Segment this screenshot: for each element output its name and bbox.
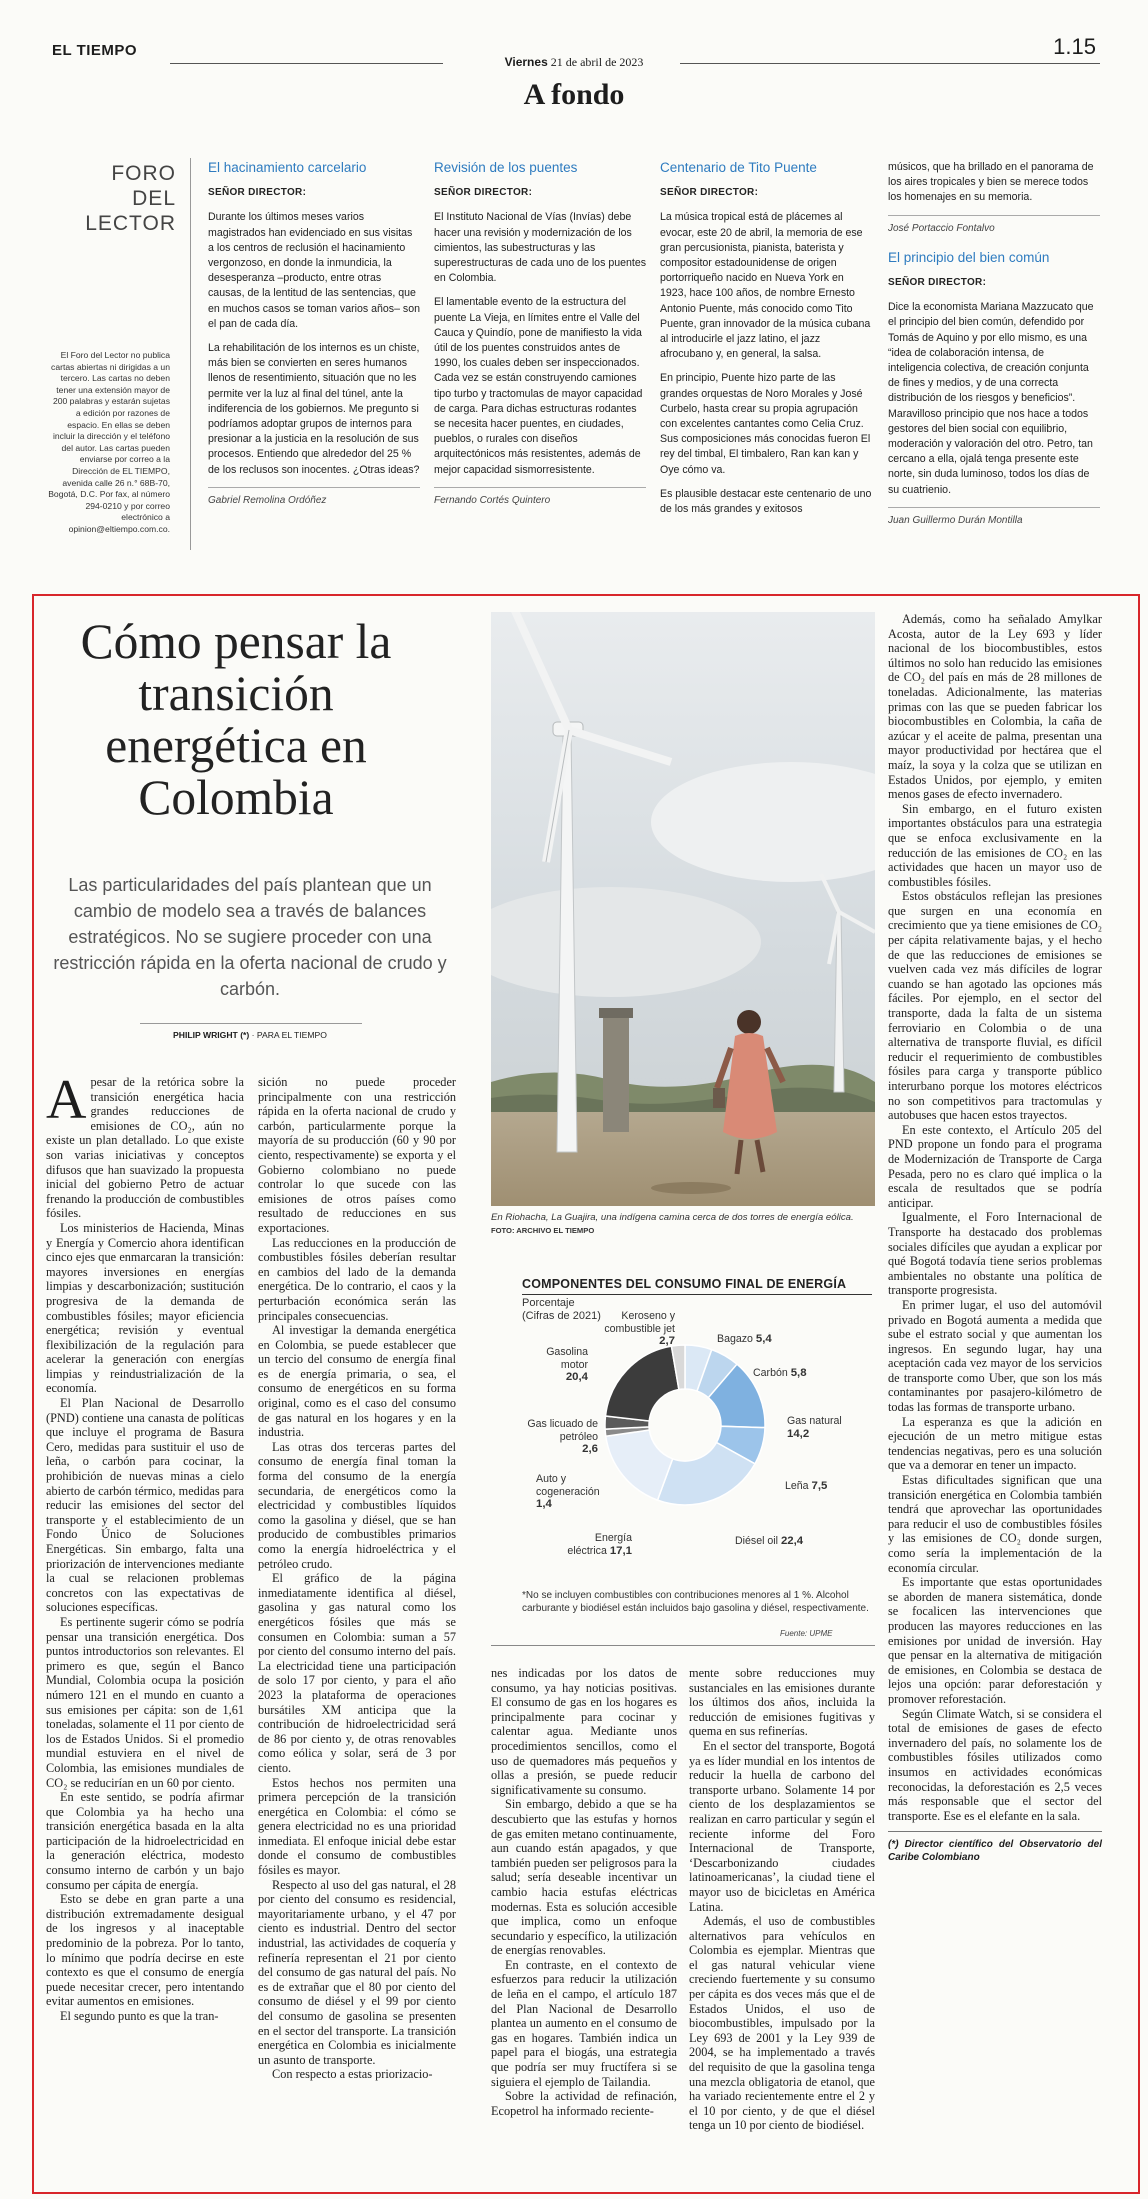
label-auto-cogeneracion [536, 1473, 608, 1511]
label-name: Gas natural [787, 1415, 842, 1427]
label-value: 5,4 [755, 1333, 772, 1345]
letter-paragraph: La música tropical está de plácemes al evocar, este 20 de abril, la memoria de ese gran percusionista, pianista, baterista y compositor estadounidense de origen portorriqueño nacido en Nueva York en 1923, hace 100 años, de nombre Ernesto Antonio Puente, más conocido como Tito Puente, gran innovador de la música cubana al introducirle el jazz latino, el jazz afrocubano y, en general, la salsa. [660, 211, 871, 361]
letter-signature: Juan Guillermo Durán Montilla [888, 514, 1023, 526]
article-paragraph: La esperanza es que la adición en ejecución de un metro mitigue estas tendencias negativas, pero es una solución que va a demorar en tener un impacto. [888, 1414, 1102, 1473]
byline [52, 1030, 448, 1040]
article-paragraph: Es importante que estas oportunidades se aborden de manera sistemática, donde se focalicen las intervenciones que producen las mayores reducciones en las emisiones por unidad de inversión. Hay que pensar en la alternativa de mitigación de emisiones, en Colombia se destaca de lejos una opción: parar deforestación y promover reforestación. [888, 1575, 1102, 1706]
article-paragraph: Estos hechos nos permiten una primera percepción de la transición energética en Colombia: el cómo se genera electricidad no es una prioridad inmediata. El enfoque inicial debe estar donde el consumo de combustibles fósiles es mayor. [258, 1775, 456, 1878]
article-paragraph [46, 1069, 244, 1221]
section-title: A fondo [523, 78, 625, 111]
letter-salutation: SEÑOR DIRECTOR: [434, 187, 533, 199]
label-value: 22,4 [780, 1535, 804, 1547]
letter-paragraph: El Instituto Nacional de Vías (Invías) debe hacer una revisión y modernización de los cimientos, las subestructuras y las superestructuras de cada uno de los puentes en Colombia. [434, 211, 647, 285]
issue-date [0, 55, 1148, 70]
foro-title-line1: FORO DEL [111, 162, 176, 210]
letter-signature: José Portaccio Fontalvo [888, 222, 995, 234]
byline-name: PHILIP WRIGHT (*) [173, 1030, 250, 1040]
author-footnote: (*) Director científico del Observatorio del Caribe Colombiano [888, 1839, 1102, 1864]
article-paragraph: En este contexto, el Artículo 205 del PND propone un fondo para el programa de Modernización de Transporte de Carga Pesada, pero no es claro qué implica o la escala de resultados que se podría anticipar. [888, 1122, 1102, 1210]
article-paragraph: Además, como ha señalado Amylkar Acosta, autor de la Ley 693 y líder nacional de los biocombustibles, estos últimos no solo han reducido las emisiones de CO₂ del país en más de 28 millones de toneladas. Adicionalmente, las materias primas con las que se pueden fabricar los biocombustibles en Colombia, la caña de azúcar y el aceite de palma, presentan una mayor productividad por hectárea que el maíz, la soya y la colza que se utilizan en Estados Unidos, por ejemplo, y emiten menos gases de efecto invernadero. [888, 612, 1102, 802]
chart-title-rule [522, 1294, 872, 1295]
article-paragraph: En primer lugar, el uso del automóvil privado en Bogotá aumenta a medida que sube el estrato social y que aumentan los ingresos. En segundo lugar, hay una aceptación cada vez mayor de los servicios de transporte como Uber, que son los más contaminantes por pasajero-kilómetro de todas las formas de transporte urbano. [888, 1297, 1102, 1415]
article-column-4 [689, 1666, 875, 2133]
letter-paragraph: Dice la economista Mariana Mazzucato que el principio del bien común, defendido por Tomás de Aquino y por ello mismo, es una “idea de colaboración intensa, de inteligencia colectiva, de creación conjunta de fines y medios, y de una correcta distribución de los riesgos y beneficios”. Maravilloso principio que nos hace a todos gestores del bien social con equilibrio, moderación y valoración del otro. Petro, tan cercano a ella, ojalá tenga presente este norte, sin duda luminoso, todos los días de su cuatrienio. [888, 301, 1094, 496]
signature-rule [888, 507, 1100, 508]
chart-subtitle-line1: Porcentaje [522, 1297, 575, 1309]
label-value: 14,2 [787, 1427, 810, 1440]
signature-rule [888, 215, 1100, 216]
chart-source: Fuente: UPME [780, 1629, 833, 1638]
label-diesel [735, 1535, 803, 1548]
label-electrica [562, 1532, 632, 1557]
article-column-5 [888, 612, 1102, 1864]
article-column-3 [491, 1666, 677, 2118]
chart-subtitle [522, 1297, 601, 1323]
letter-title: Revisión de los puentes [434, 160, 578, 175]
article-paragraph: Las reducciones en la producción de combustibles fósiles deberían resultar en cambios del lado de la demanda energética. De lo contrario, el caos y la perturbación económica serán las principales consecuencias. [258, 1235, 456, 1323]
byline-rule [140, 1023, 362, 1024]
label-value: 2,6 [582, 1443, 598, 1455]
article-paragraph: Es pertinente sugerir cómo se podría pensar una transición energética. Dos puntos introductorios son relevantes. El primero es que, según el Banco Mundial, Colombia ocupa la posición número 121 en el mundo en cuanto a sus emisiones per cápita: son de 1,61 toneladas, solamente el 11 por ciento de los de Estados Unidos. Si el promedio mundial estuviera en el nivel de Colombia, las emisiones mundiales de CO₂ se reducirían en un 60 por ciento. [46, 1614, 244, 1790]
photo-credit: FOTO: ARCHIVO EL TIEMPO [491, 1225, 595, 1235]
letter-paragraph: El lamentable evento de la estructura del puente La Vieja, en límites entre el Valle del Cauca y Quindío, pone de manifiesto la vida útil de los puentes construidos antes de 1990, los cuales deben ser inspeccionados. Cada vez se están construyendo camiones tipo turbo y tractomulas de mayor capacidad de carga. Para dichas estructuras rodantes se necesita hacer puentes, en ciudades, pueblos, o rurales con diseños arquitectónicos más resistentes, además de mejor capacidad sismorresistente. [434, 296, 643, 476]
chart-bottom-rule [491, 1645, 875, 1646]
article-paragraph: Además, el uso de combustibles alternativos para vehículos en Colombia es ejemplar. Mientras que el gas natural vehicular viene creciendo fuertemente y su consumo per cápita es dos veces más que el de Estados Unidos, el uso de biocombustibles, impulsado por la Ley 693 de 2001 y la Ley 939 de 2004, se ha implementado a través del requisito de que la gasolina tenga una mezcla obligatoria de etanol, que ha variado recientemente entre el 2 y el 10 por ciento, y de que el diésel tenga un 10 por ciento de biodiésel. [689, 1914, 875, 2133]
label-value: 2,7 [659, 1335, 675, 1347]
foro-note: El Foro del Lector no publica cartas abiertas ni dirigidas a un tercero. Las cartas no deben tener una extensión mayor de 200 palabras y estarán sujetas a edición por razones de espacio. En ellas se deben incluir la dirección y el teléfono del autor. Las cartas pueden enviarse por correo a la Dirección de EL TIEMPO, avenida calle 26 n.° 68B-70, Bogotá, D.C. Por fax, al número 294-0210 y por correo electrónico a opinion@eltiempo.com.co. [48, 350, 170, 534]
energy-donut-chart [600, 1340, 770, 1510]
article-paragraph: Las otras dos terceras partes del consumo de energía final toman la forma del consumo de la energía secundaria, de energéticos como la electricidad y combustibles líquidos como la gasolina y diésel, que se han producido de combustibles primarios como la energía hidroeléctrica y el petróleo crudo. [258, 1439, 456, 1571]
letter-salutation: SEÑOR DIRECTOR: [208, 187, 307, 199]
article-paragraph: El segundo punto es que la tran- [60, 2009, 219, 2023]
label-value: 1,4 [536, 1498, 552, 1510]
footnote-rule [888, 1831, 1102, 1832]
date-day: Viernes [504, 55, 548, 69]
letter-salutation: SEÑOR DIRECTOR: [660, 187, 759, 199]
letter-4 [888, 160, 1100, 528]
label-glp [522, 1418, 598, 1456]
letter-title: El principio del bien común [888, 249, 1050, 265]
article-paragraph: El Plan Nacional de Desarrollo (PND) contiene una canasta de políticas que incluye el programa de Basura Cero, medidas para sustituir el uso de leña, o carbón para cocinar, la prohibición de nuevas minas a cielo abierto de carbón térmico, medidas para reducir las emisiones del sector del transporte y el establecimiento de un Fondo Único de Soluciones Energéticas. Sin embargo, falta una priorización de intervenciones mediante la cual se relacionen problemas concretos con las expectativas de soluciones específicas. [46, 1396, 244, 1615]
article-paragraph: Los ministerios de Hacienda, Minas y Energía y Comercio ahora identifican cinco ejes que enmarcaran la transición: mayores inversiones en energías limpias y descarbonización; sustitución progresiva de la demanda de combustibles fósiles; mayor eficiencia energética; revisión y eventual flexibilización de la regulación para acelerar la generación con energías limpias y reindustrialización de la economía. [46, 1220, 244, 1396]
letter-signature: Gabriel Remolina Ordóñez [208, 494, 327, 506]
article-column-1 [46, 1069, 244, 2024]
article-column-2 [258, 1075, 456, 2082]
lead-text: pesar de la retórica sobre la transición energética hacia grandes reducciones de emisiones de CO₂, aún no existe un plan detallado. Lo que existe son varias iniciativas y conceptos difusos que han suavizado la propuesta inicial del gobierno Petro de actuar frenando la producción de combustibles fósiles. [46, 1075, 244, 1221]
label-keroseno [595, 1310, 675, 1348]
label-name: Leña [785, 1480, 809, 1492]
article-deck: Las particularidades del país plantean que un cambio de modelo sea a través de balances estratégicos. No se sugiere proceder con una restricción rápida en la oferta nacional de crudo y carbón. [53, 875, 447, 999]
foro-separator [190, 158, 191, 550]
letter-signature: Fernando Cortés Quintero [434, 494, 551, 506]
label-name: Bagazo [717, 1333, 753, 1345]
label-lena [785, 1480, 827, 1493]
letter-3 [660, 160, 872, 526]
label-name: Auto y cogeneración [536, 1473, 600, 1498]
foro-title-line2: LECTOR [85, 212, 176, 235]
chart-subtitle-line2: (Cifras de 2021) [522, 1310, 601, 1322]
article-paragraph: Según Climate Watch, si se considera el total de emisiones de gases de efecto invernadero del país, no solamente los de combustibles fósiles utilizados como insumos en actividades económicas reconocidas, la deforestación es 2,5 veces más responsable que el sector del transporte. Ese es el elefante en la sala. [888, 1706, 1102, 1823]
label-gas-natural [787, 1415, 857, 1440]
label-name: Gas licuado de petróleo [527, 1418, 598, 1443]
article-paragraph: Con respecto a estas priorizacio- [272, 2067, 433, 2082]
label-name: Diésel oil [735, 1535, 778, 1547]
article-photo [491, 612, 875, 1206]
label-carbon [753, 1367, 807, 1380]
foro-title [76, 161, 176, 236]
article-paragraph: Igualmente, el Foro Internacional de Transporte ha destacado dos problemas sociales difíciles que ayudan a explicar por qué Bogotá todavía tiene serios problemas ambientales no obstante una política de transporte progresista. [888, 1210, 1102, 1298]
article-paragraph: Sobre la actividad de refinación, Ecopetrol ha informado reciente- [491, 2089, 677, 2118]
label-value: 7,5 [811, 1480, 828, 1492]
label-value: 5,8 [790, 1367, 807, 1379]
signature-rule [208, 487, 420, 488]
signature-rule [434, 487, 646, 488]
article-paragraph: En este sentido, se podría afirmar que Colombia ya ha hecho una transición energética basada en la alta participación de la hidroelectricidad en la generación eléctrica, modesto consumo interno de carbón y un bajo consumo per cápita de energía. [46, 1790, 244, 1892]
article-paragraph: El gráfico de la página inmediatamente identifica al diésel, gasolina y gas natural como los energéticos fósiles que más se consumen en Colombia: suman a 57 por ciento del consumo interno del país. La electricidad tiene una participación de solo 17 por ciento, y para el año 2023 la plataforma de operaciones bursátiles XM anticipa que la contribución de hidroelectricidad será de 86 por ciento y, de otras renovables como eólica y solar, será de 3 por ciento. [258, 1571, 456, 1775]
article-paragraph: Al investigar la demanda energética en Colombia, se puede establecer que un tercio del consumo de energía final es de energía primaria, o sea, el consumo de energéticos en su forma original, como es el caso del consumo de gas natural en los hogares y en la industria. [258, 1323, 456, 1440]
photo-caption [491, 1212, 871, 1237]
article-paragraph: Sin embargo, en el futuro existen importantes obstáculos para una estrategia que se enfoca exclusivamente en la reducción de las emisiones de CO₂ en las actividades que hacen un mayor uso de combustibles fósiles. [888, 801, 1102, 889]
label-gasolina [524, 1346, 588, 1384]
page-number: 1.15 [1053, 34, 1096, 59]
chart-note: *No se incluyen combustibles con contribuciones menores al 1 %. Alcohol carburante y biodiésel están incluidos bajo gasolina y diésel, respectivamente. [522, 1590, 869, 1614]
letter-continuation: músicos, que ha brillado en el panorama de los aires tropicales y bien se merece todos los homenajes en su memoria. [888, 161, 1094, 204]
wind-turbine-photo [491, 612, 875, 1206]
label-bagazo [717, 1333, 772, 1346]
article-paragraph: mente sobre reducciones muy sustanciales en las emisiones durante los últimos dos años, incluida la reducción de emisiones fugitivas y quema en sus refinerías. [689, 1666, 875, 1739]
article-paragraph: En contraste, en el contexto de esfuerzos para reducir la utilización de leña en el campo, el artículo 187 del Plan Nacional de Desarrollo plantea un aumento en el consumo de gas en hogares. También indica un papel para el biogás, una estrategia que podría ser muy fructífera si se siguiera el ejemplo de Tailandia. [491, 1957, 677, 2089]
letter-paragraph: Es plausible destacar este centenario de uno de los más grandes y exitosos [660, 487, 872, 516]
label-name: Gasolina motor [546, 1346, 588, 1371]
letter-salutation: SEÑOR DIRECTOR: [888, 277, 987, 289]
article-paragraph: Sin embargo, debido a que se ha descubierto que las estufas y hornos de gas emiten metano continuamente, aun cuando están apagados, y que también pueden ser peligrosos para la salud; sería deseable incentivar un cambio hacia estufas eléctricas modernas. Esta es solución accesible que implica, como un enfoque secundario y específico, la utilización de energías renovables. [491, 1797, 677, 1958]
letter-paragraph: En principio, Puente hizo parte de las grandes orquestas de Noro Morales y José Curbelo, hasta crear su propia agrupación con excelentes cantantes como Celia Cruz. Sus composiciones más conocidas fueron El rey del timbal, El timbalero, Ran kan kan y Oye cómo va. [660, 372, 871, 476]
letter-paragraph: La rehabilitación de los internos es un chiste, más bien se convierten en seres humanos llenos de resentimiento, situación que no les permite ver la luz al final del túnel, ante la indiferencia de los gobiernos. Me pregunto si podríamos adoptar grupos de internos para presionar a la justicia en la resolución de sus procesos. Entiendo que alrededor del 25 % de los reclusos son inocentes. ¿Otras ideas? [208, 342, 420, 476]
label-name: Energía eléctrica [567, 1532, 632, 1557]
article-paragraph: En el sector del transporte, Bogotá ya es líder mundial en los intentos de reducir la huella de carbono del transporte urbano. Solamente 14 por ciento de los desplazamientos se realizan en carro particular y según el reciente informe del Foro Internacional de Transporte, ‘Descarbonizando ciudades latinoamericanas’, la ciudad tiene el mayor uso de bicicletas en América Latina. [689, 1738, 875, 1914]
drop-cap: A [46, 1069, 87, 1131]
article-paragraph: Respecto al uso del gas natural, el 28 por ciento del consumo es residencial, mayoritariamente urbano, y el 47 por ciento es industrial. Dentro del sector industrial, las actividades de coquería y refinería representan el 21 por ciento del consumo de gas natural del país. No es de extrañar que el 80 por ciento del consumo de diésel y el 99 por ciento del consumo de gasolina se presenten en el sector del transporte. La transición energética en Colombia es inicialmente un asunto de transporte. [258, 1877, 456, 2067]
article-headline: Cómo pensar la transición energética en Colombia [80, 614, 392, 825]
label-name: Carbón [753, 1367, 788, 1379]
newspaper-name: EL TIEMPO [52, 42, 138, 59]
label-value: 20,4 [565, 1371, 588, 1383]
article-paragraph: sición no puede proceder principalmente con una restricción rápida en la oferta nacional de crudo y carbón, particularmente porque la mayoría de su producción (60 y 90 por ciento, respectivamente) se exporta y el Gobierno colombiano no puede controlar lo que sucede con las emisiones de otros países como resultado de reducciones en sus exportaciones. [258, 1075, 456, 1235]
chart-title: COMPONENTES DEL CONSUMO FINAL DE ENERGÍA [522, 1277, 847, 1291]
letter-title: El hacinamiento carcelario [208, 160, 367, 175]
article-paragraph: nes indicadas por los datos de consumo, ya hay noticias positivas. El consumo de gas en los hogares es principalmente para cocinar y calentar agua. Mediante unos procedimientos sencillos, como el uso de quemadores más pequeños y ollas a presión, se puede reducir significativamente su consumo. [491, 1666, 677, 1797]
caption-text: En Riohacha, La Guajira, una indígena camina cerca de dos torres de energía eólica. [491, 1212, 854, 1223]
byline-rest: · PARA EL TIEMPO [251, 1030, 327, 1040]
label-value: 17,1 [609, 1544, 632, 1557]
letter-2 [434, 160, 646, 508]
donut-slice-gasolina-motor [606, 1346, 679, 1421]
label-name: Keroseno y combustible jet [604, 1310, 675, 1335]
article-paragraph: Estas dificultades significan que una transición energética en Colombia también tendrá que aprovechar las oportunidades para reducir el uso de combustibles fósiles y las emisiones de CO₂ donde surgen, como sería la implementación de la economía circular. [888, 1473, 1102, 1575]
letter-paragraph: Durante los últimos meses varios magistrados han evidenciado en sus visitas a los centros de reclusión el hacinamiento vergonzoso, en donde la inmundicia, la desesperanza –producto, entre otras causas, de la lentitud de las sentencias, que en muchos casos se toman varios años– son el pan de cada día. [208, 211, 420, 330]
letter-1 [208, 160, 420, 508]
date-rest: 21 de abril de 2023 [550, 55, 644, 69]
article-paragraph: Estos obstáculos reflejan las presiones que surgen en una economía en crecimiento que ya tiene emisiones de CO₂ per cápita relativamente bajas, y el hecho de que las reducciones de emisiones se vuelven cada vez más difíciles de lograr cuando se han agotado las opciones más fáciles. Por ejemplo, en el sector del transporte, dada la falta de un sistema ferroviario en Colombia o de una alternativa de transporte fluvial, es difícil reducir el requerimiento de combustibles fósiles para carga y transporte público interurbano porque los motores eléctricos no son competitivos para tractomulas y autobuses que hacen estos trayectos. [888, 889, 1102, 1123]
article-paragraph: Esto se debe en gran parte a una distribución extremadamente desigual de los ingresos y al inaceptable predominio de la pobreza. Por lo tanto, lo mínimo que podría decirse en este contexto es que el consumo de energía puede necesitar crecer, pero intentando evitar aumentos en emisiones. [46, 1892, 244, 2009]
letter-title: Centenario de Tito Puente [660, 160, 817, 175]
